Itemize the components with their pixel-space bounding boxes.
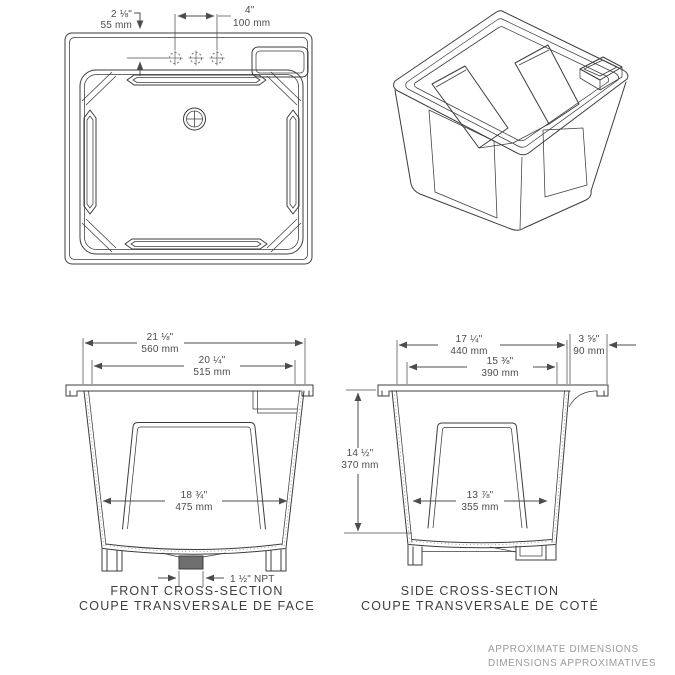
side-left-flange — [378, 385, 389, 396]
ridge-right — [287, 110, 299, 214]
side-ledge-bracket — [569, 391, 597, 407]
basin-rim-edge — [80, 70, 303, 254]
front-cross-section — [66, 332, 315, 613]
top-view — [65, 5, 312, 264]
ridge-top — [127, 75, 266, 85]
side-right-leg — [546, 545, 556, 560]
iso-inner-panel-right — [515, 45, 579, 124]
iso-rim-outer — [394, 11, 628, 155]
dimension-hole-spacing — [175, 5, 270, 50]
dim-front-overall-in: 21 ⅛" — [146, 332, 174, 343]
front-caption-fr: COUPE TRANSVERSALE DE FACE — [79, 599, 315, 613]
dim-side-ledge-mm: 90 mm — [573, 346, 605, 357]
footer-line-1: APPROXIMATE DIMENSIONS — [488, 644, 639, 655]
dimension-side-inner — [407, 356, 557, 384]
iso-body — [395, 82, 626, 230]
dimension-side-basin — [413, 490, 547, 513]
front-caption-en: FRONT CROSS-SECTION — [110, 584, 284, 598]
dim-side-height-in: 14 ½" — [346, 448, 374, 459]
side-caption-en: SIDE CROSS-SECTION — [400, 584, 560, 598]
dim-side-inner-in: 15 ⅜" — [486, 356, 514, 367]
dim-front-overall-mm: 560 mm — [141, 344, 179, 355]
tub-outer-edge — [65, 33, 312, 264]
front-left-leg — [102, 548, 122, 571]
ridge-left — [84, 110, 96, 214]
ridge-bottom — [125, 239, 267, 249]
dimension-side-height — [341, 390, 412, 533]
isometric-view — [394, 11, 628, 231]
dim-side-height-mm: 370 mm — [341, 460, 379, 471]
dim-hole-offset-in: 2 ⅛" — [110, 9, 132, 20]
dim-side-ledge-in: 3 ⅝" — [578, 334, 600, 345]
dim-front-inner-in: 20 ¼" — [198, 355, 226, 366]
dim-hole-offset-mm: 55 mm — [100, 20, 132, 31]
dim-front-inner-mm: 515 mm — [193, 367, 231, 378]
dim-side-overall-mm: 440 mm — [450, 346, 488, 357]
side-drain-trap — [516, 546, 546, 560]
dimension-front-basin — [103, 490, 287, 513]
dimension-hole-offset — [100, 9, 168, 76]
dim-drain-npt-label: 1 ½" NPT — [230, 574, 275, 585]
dimension-side-ledge — [570, 334, 636, 384]
dim-side-basin-in: 13 ⅞" — [466, 490, 494, 501]
footer-line-2: DIMENSIONS APPROXIMATIVES — [488, 658, 657, 669]
dim-side-basin-mm: 355 mm — [461, 502, 499, 513]
soap-dish — [252, 47, 308, 77]
dimension-front-inner — [92, 354, 295, 384]
dim-hole-spacing-in: 4" — [245, 5, 255, 16]
dim-front-basin-in: 18 ¾" — [180, 490, 208, 501]
dim-front-basin-mm: 475 mm — [175, 502, 213, 513]
front-washboard-panel — [123, 423, 266, 530]
side-cross-section — [341, 333, 636, 613]
faucet-holes — [168, 51, 225, 66]
footer-note — [488, 644, 656, 669]
side-ledge-flange — [597, 385, 608, 396]
front-soap-dish-section — [253, 391, 297, 413]
dim-side-overall-in: 17 ¼" — [455, 334, 483, 345]
front-right-leg — [266, 548, 286, 571]
dim-hole-spacing-mm: 100 mm — [233, 18, 271, 29]
front-left-flange — [66, 385, 77, 396]
dim-side-inner-mm: 390 mm — [481, 368, 519, 379]
front-drain-fitting — [179, 556, 203, 569]
side-left-leg — [408, 545, 422, 565]
side-caption-fr: COUPE TRANSVERSALE DE COTÉ — [361, 599, 599, 613]
drain-icon — [184, 108, 206, 130]
